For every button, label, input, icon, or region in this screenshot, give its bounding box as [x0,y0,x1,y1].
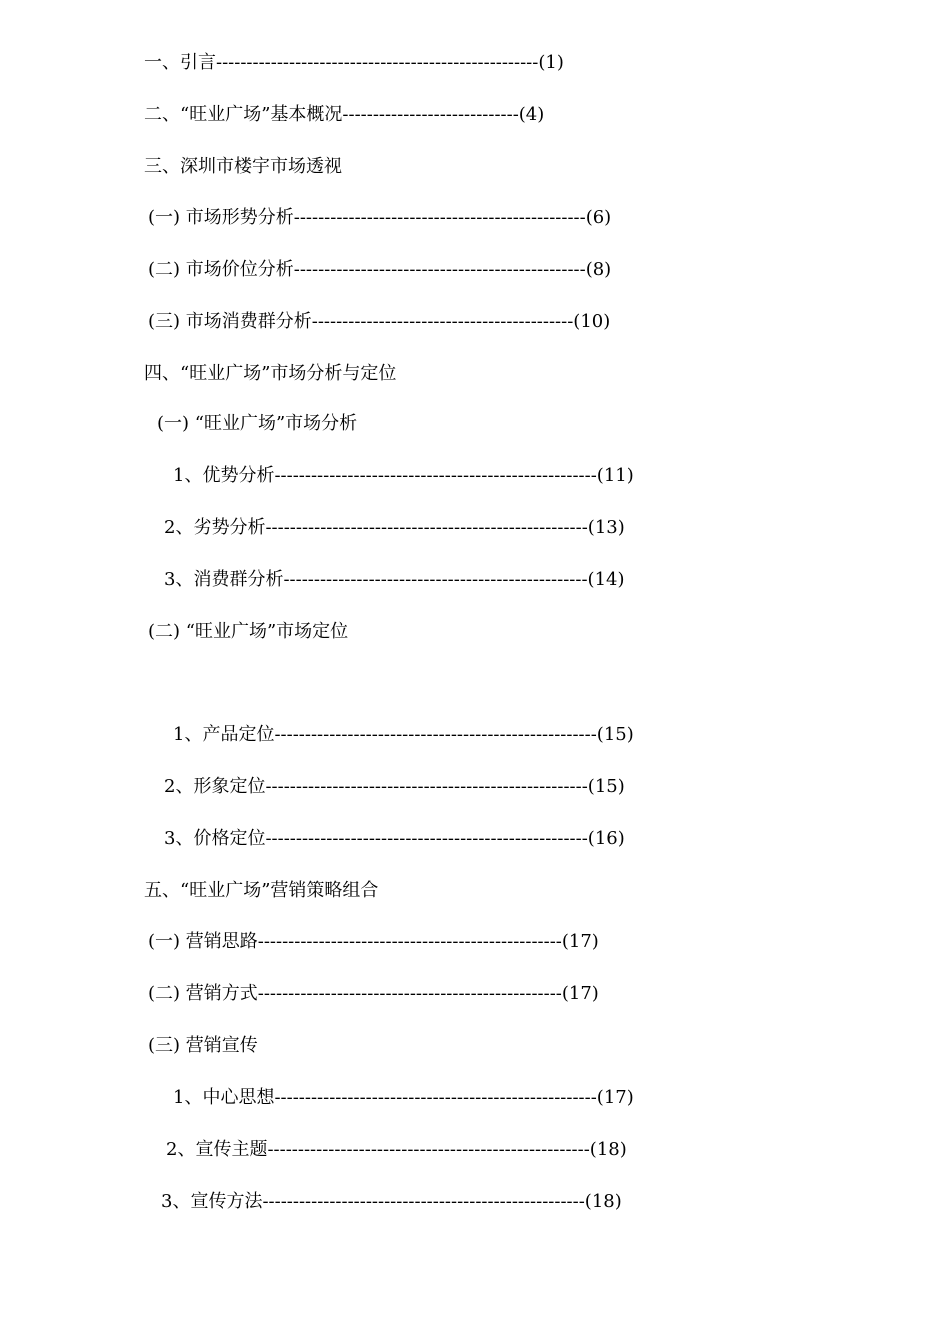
toc-entry-market-consumers: (三) 市场消费群分析-------------------------------------------(10) [148,311,611,332]
toc-entry-market-situation: (一) 市场形势分析------------------------------------------------(6) [148,207,612,228]
toc-entry-market-perspective: 三、深圳市楼宇市场透视 [144,156,342,177]
toc-entry-weaknesses: 2、劣势分析-----------------------------------------------------(13) [164,517,625,538]
toc-entry-central-idea: 1、中心思想-----------------------------------------------------(17) [173,1087,634,1108]
toc-entry-promotion-theme: 2、宣传主题-----------------------------------------------------(18) [166,1139,627,1160]
toc-entry-price-positioning: 3、价格定位-----------------------------------------------------(16) [164,828,625,849]
toc-entry-market-price: (二) 市场价位分析------------------------------------------------(8) [148,259,612,280]
toc-entry-marketing-methods: (二) 营销方式--------------------------------------------------(17) [148,983,599,1004]
toc-entry-introduction: 一、引言-----------------------------------------------------(1) [144,52,564,73]
toc-entry-promotion-methods: 3、宣传方法-----------------------------------------------------(18) [161,1191,622,1212]
toc-entry-marketing-promotion: (三) 营销宣传 [148,1035,258,1056]
toc-entry-market-positioning: (二) “旺业广场”市场定位 [148,621,349,642]
toc-entry-marketing-strategy: 五、“旺业广场”营销策略组合 [144,880,379,901]
toc-entry-project-overview: 二、“旺业广场”基本概况-----------------------------(4) [144,104,545,125]
toc-entry-marketing-approach: (一) 营销思路--------------------------------------------------(17) [148,931,599,952]
toc-entry-market-analysis: (一) “旺业广场”市场分析 [157,413,358,434]
toc-entry-product-positioning: 1、产品定位-----------------------------------------------------(15) [173,724,634,745]
toc-entry-image-positioning: 2、形象定位-----------------------------------------------------(15) [164,776,625,797]
toc-entry-consumer-analysis: 3、消费群分析--------------------------------------------------(14) [164,569,625,590]
toc-entry-analysis-positioning: 四、“旺业广场”市场分析与定位 [144,363,397,384]
toc-entry-strengths: 1、优势分析-----------------------------------------------------(11) [173,465,634,486]
